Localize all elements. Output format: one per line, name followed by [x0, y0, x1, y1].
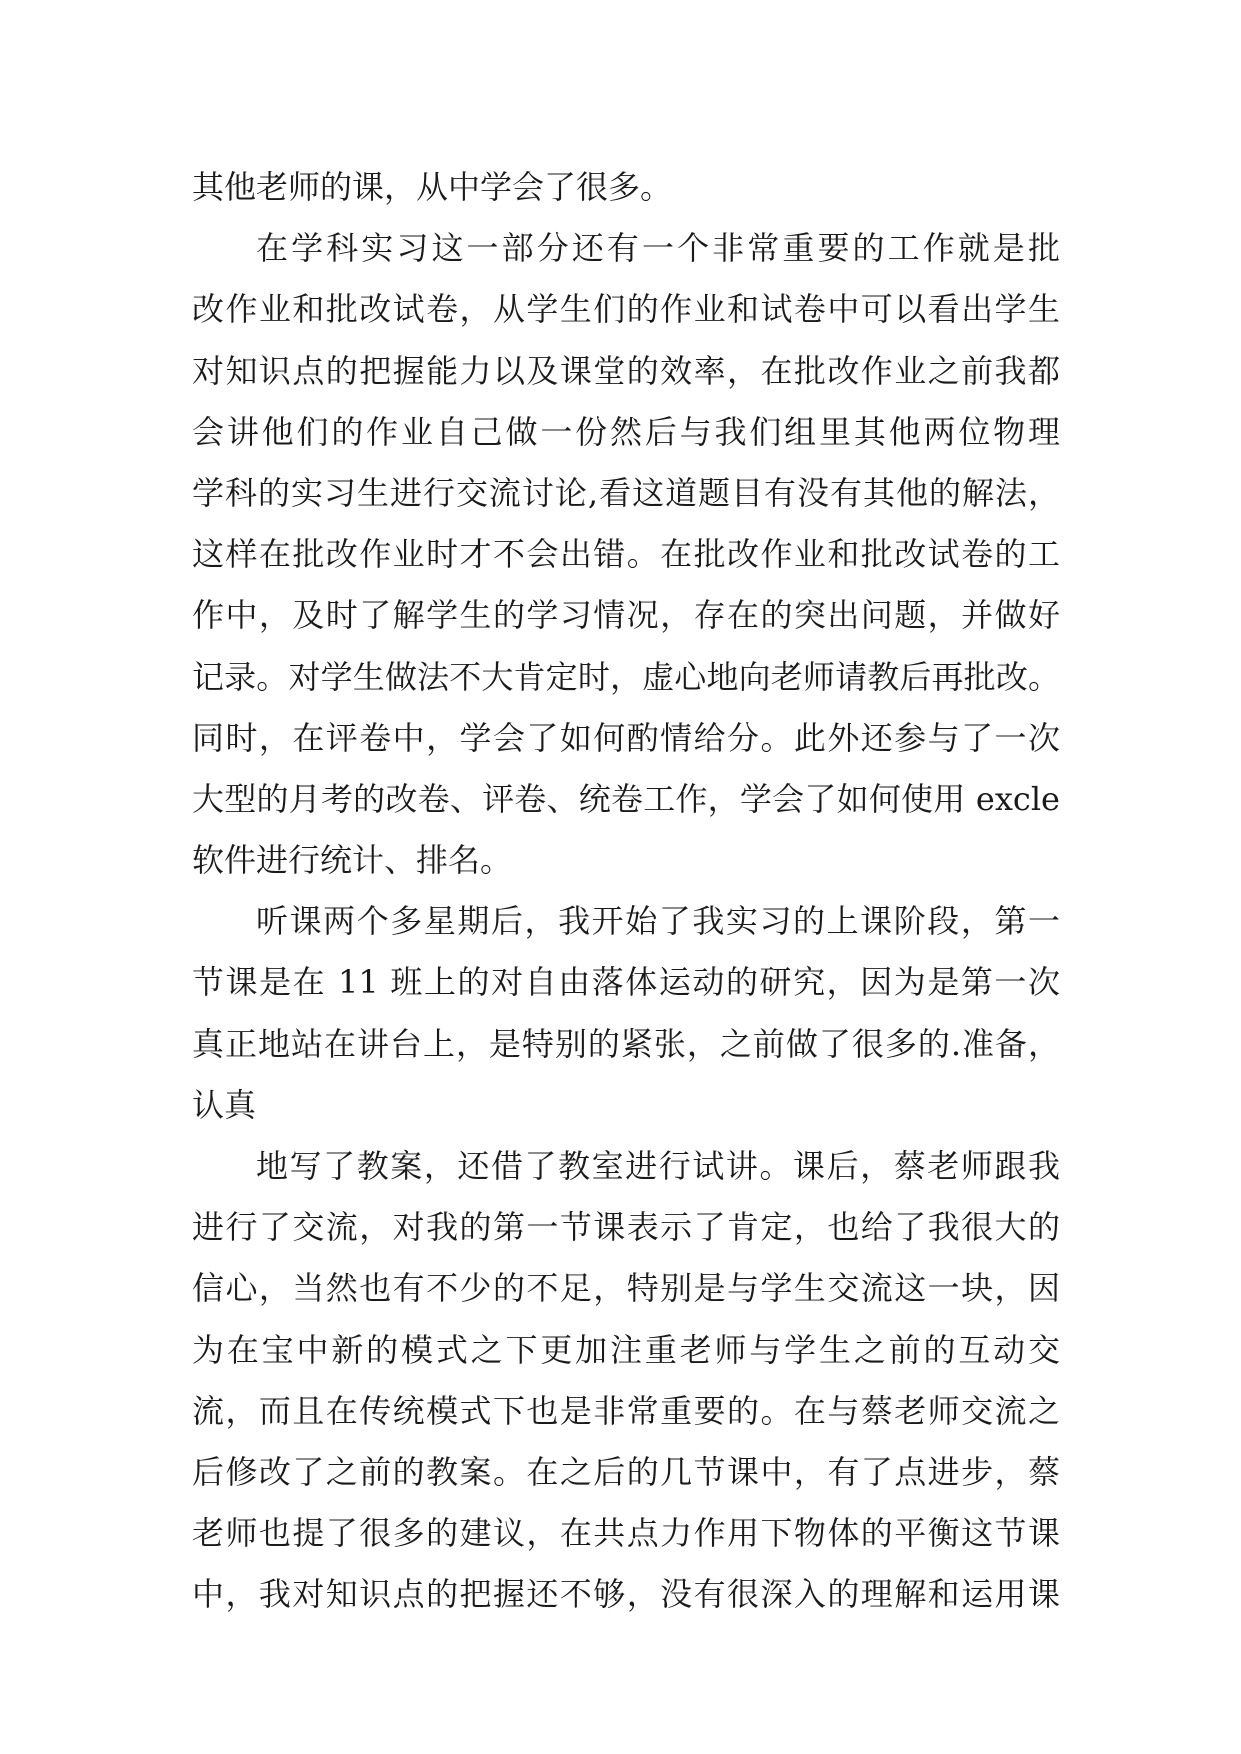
text-line: 信心，当然也有不少的不足，特别是与学生交流这一块，因: [192, 1269, 1060, 1308]
text-line: 作中，及时了解学生的学习情况，存在的突出问题，并做好: [192, 596, 1060, 635]
text-line: 老师也提了很多的建议，在共点力作用下物体的平衡这节课: [192, 1514, 1060, 1553]
text-line: 流，而且在传统模式下也是非常重要的。在与蔡老师交流之: [192, 1391, 1060, 1430]
text-line: 同时，在评卷中，学会了如何酌情给分。此外还参与了一次: [192, 718, 1060, 757]
text-line: 进行了交流，对我的第一节课表示了肯定，也给了我很大的: [192, 1208, 1060, 1247]
text-line: 其他老师的课，从中学会了很多。: [192, 168, 673, 206]
text-line: 这样在批改作业时才不会出错。在批改作业和批改试卷的工: [192, 535, 1060, 574]
text-line: 软件进行统计、排名。: [192, 841, 513, 880]
text-line: 为在宝中新的模式之下更加注重老师与学生之前的互动交: [192, 1330, 1060, 1369]
text-line: 在学科实习这一部分还有一个非常重要的工作就是批: [256, 229, 1060, 268]
text-line: 大型的月考的改卷、评卷、统卷工作，学会了如何使用 excle: [192, 779, 1060, 818]
text-line: 地写了教案，还借了教室进行试讲。课后，蔡老师跟我: [256, 1147, 1060, 1185]
text-line: 会讲他们的作业自己做一份然后与我们组里其他两位物理: [192, 412, 1060, 451]
text-line: 记录。对学生做法不大肯定时，虚心地向老师请教后再批改。: [192, 657, 1060, 696]
text-line: 认真: [192, 1085, 257, 1124]
text-line: 听课两个多星期后，我开始了我实习的上课阶段，第一: [256, 902, 1060, 941]
text-line: 对知识点的把握能力以及课堂的效率，在批改作业之前我都: [192, 351, 1060, 390]
text-line: 真正地站在讲台上，是特别的紧张，之前做了很多的.准备，: [192, 1024, 1060, 1063]
text-line: 节课是在 11 班上的对自由落体运动的研究，因为是第一次: [192, 963, 1060, 1002]
text-line: 后修改了之前的教案。在之后的几节课中，有了点进步，蔡: [192, 1452, 1060, 1491]
text-line: 改作业和批改试卷，从学生们的作业和试卷中可以看出学生: [192, 290, 1060, 329]
body-text: [192, 157, 1060, 1626]
text-line: 学科的实习生进行交流讨论,看这道题目有没有其他的解法，: [192, 473, 1060, 512]
text-line: 中，我对知识点的把握还不够，没有很深入的理解和运用课: [192, 1575, 1060, 1614]
